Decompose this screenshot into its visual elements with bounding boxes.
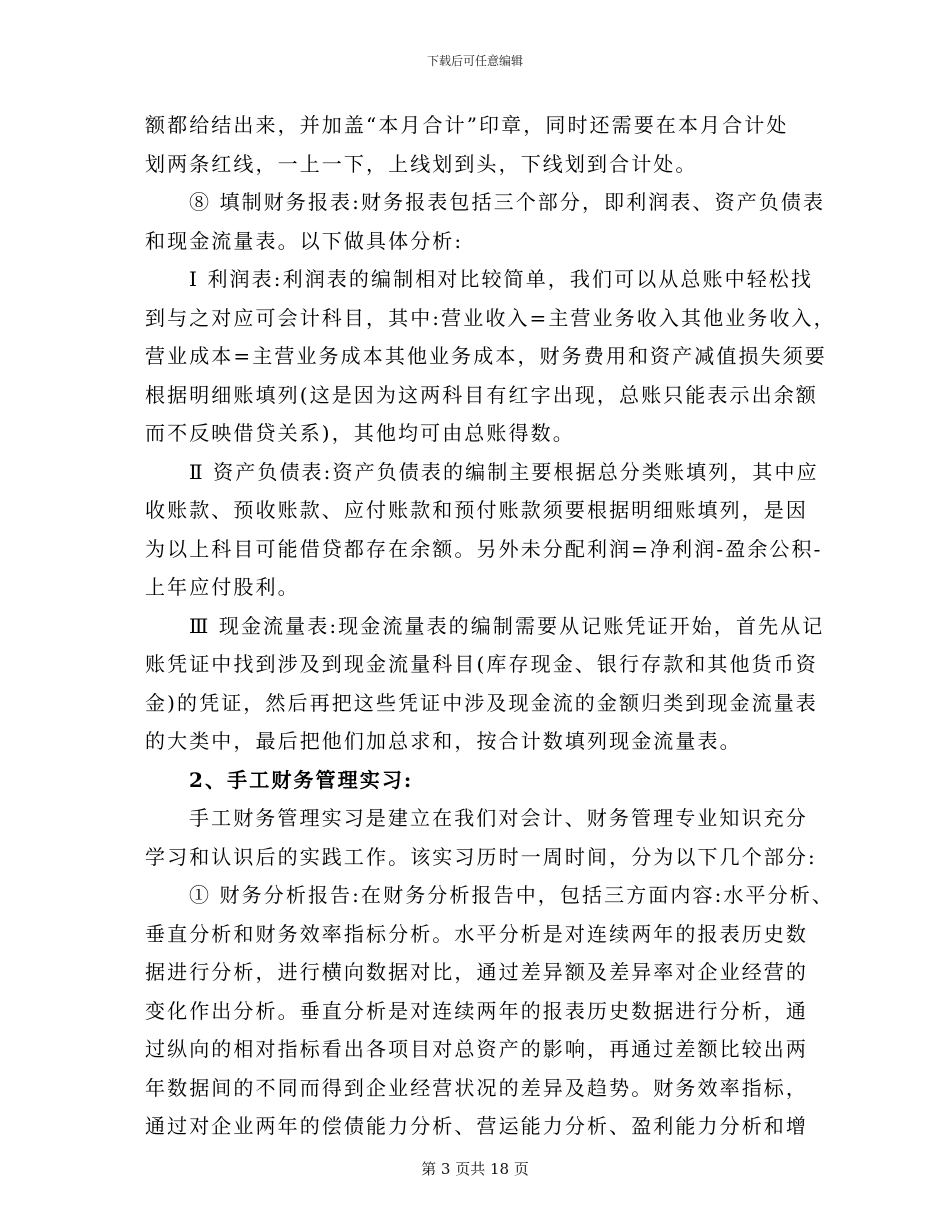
text-line: 账凭证中找到涉及到现金流量科目(库存现金、银行存款和其他货币资 — [145, 652, 818, 676]
text-line: 上年应付股利。 — [145, 575, 300, 599]
text-line: 手工财务管理实习是建立在我们对会计、财务管理专业知识充分 — [189, 806, 808, 830]
text-line: Ⅰ 利润表:利润表的编制相对比较简单，我们可以从总账中轻松找 — [189, 267, 813, 291]
text-line: 划两条红线，一上一下，上线划到头，下线划到合计处。 — [145, 151, 698, 176]
page-header: 下载后可任意编辑 — [426, 54, 523, 68]
text-line: 根据明细账填列(这是因为这两科目有红字出现，总账只能表示出余额 — [145, 382, 818, 407]
text-line: ⑧ 填制财务报表:财务报表包括三个部分，即利润表、资产负债表 — [189, 190, 826, 214]
text-line: 学习和认识后的实践工作。该实习历时一周时间，分为以下几个部分: — [145, 844, 817, 869]
text-line: 的大类中，最后把他们加总求和，按合计数填列现金流量表。 — [145, 729, 742, 753]
text-line: 而不反映借贷关系)，其他均可由总账得数。 — [145, 421, 575, 445]
text-line: 收账款、预收账款、应付账款和预付账款须要根据明细账填列，是因 — [145, 498, 808, 522]
text-line: 营业成本=主营业务成本其他业务成本，财务费用和资产减值损失须要 — [145, 344, 827, 368]
text-line: 通过对企业两年的偿债能力分析、营运能力分析、盈利能力分析和增 — [145, 1114, 808, 1138]
text-line: 额都给结出来，并加盖“本月合计”印章，同时还需要在本月合计处 — [145, 113, 789, 137]
paragraph-6 — [145, 799, 815, 876]
text-line: 到与之对应可会计科目，其中:营业收入=主营业务收入其他业务收入， — [145, 305, 836, 330]
text-line: 据进行分析，进行横向数据对比，通过差异额及差异率对企业经营的 — [145, 960, 808, 984]
text-line: 为以上科目可能借贷都存在余额。另外未分配利润=净利润-盈余公积- — [145, 536, 823, 561]
text-line: 年数据间的不同而得到企业经营状况的差异及趋势。财务效率指标， — [145, 1075, 808, 1100]
paragraph-7 — [145, 876, 834, 1146]
heading-text: 2、手工财务管理实习: — [189, 767, 414, 792]
text-line: 和现金流量表。以下做具体分析: — [145, 228, 464, 253]
page-number: 第 3 页共 18 页 — [421, 1160, 529, 1178]
text-line: 垂直分析和财务效率指标分析。水平分析是对连续两年的报表历史数 — [145, 921, 808, 946]
paragraph-5 — [145, 607, 825, 761]
text-line: Ⅱ 资产负债表:资产负债表的编制主要根据总分类账填列，其中应 — [189, 459, 819, 484]
section-heading — [145, 761, 815, 800]
text-line: 变化作出分析。垂直分析是对连续两年的报表历史数据进行分析，通 — [145, 998, 808, 1023]
text-line: 过纵向的相对指标看出各项目对总资产的影响，再通过差额比较出两 — [145, 1037, 808, 1061]
paragraph-3 — [145, 260, 836, 453]
paragraph-4 — [145, 453, 823, 607]
text-line: Ⅲ 现金流量表:现金流量表的编制需要从记账凭证开始，首先从记 — [189, 613, 825, 638]
text-line: ① 财务分析报告:在财务分析报告中，包括三方面内容:水平分析、 — [189, 883, 834, 907]
paragraph-1 — [145, 106, 815, 183]
paragraph-2 — [145, 183, 826, 260]
document-body — [145, 106, 836, 1146]
text-line: 金)的凭证，然后再把这些凭证中涉及现金流的金额归类到现金流量表 — [145, 690, 818, 715]
